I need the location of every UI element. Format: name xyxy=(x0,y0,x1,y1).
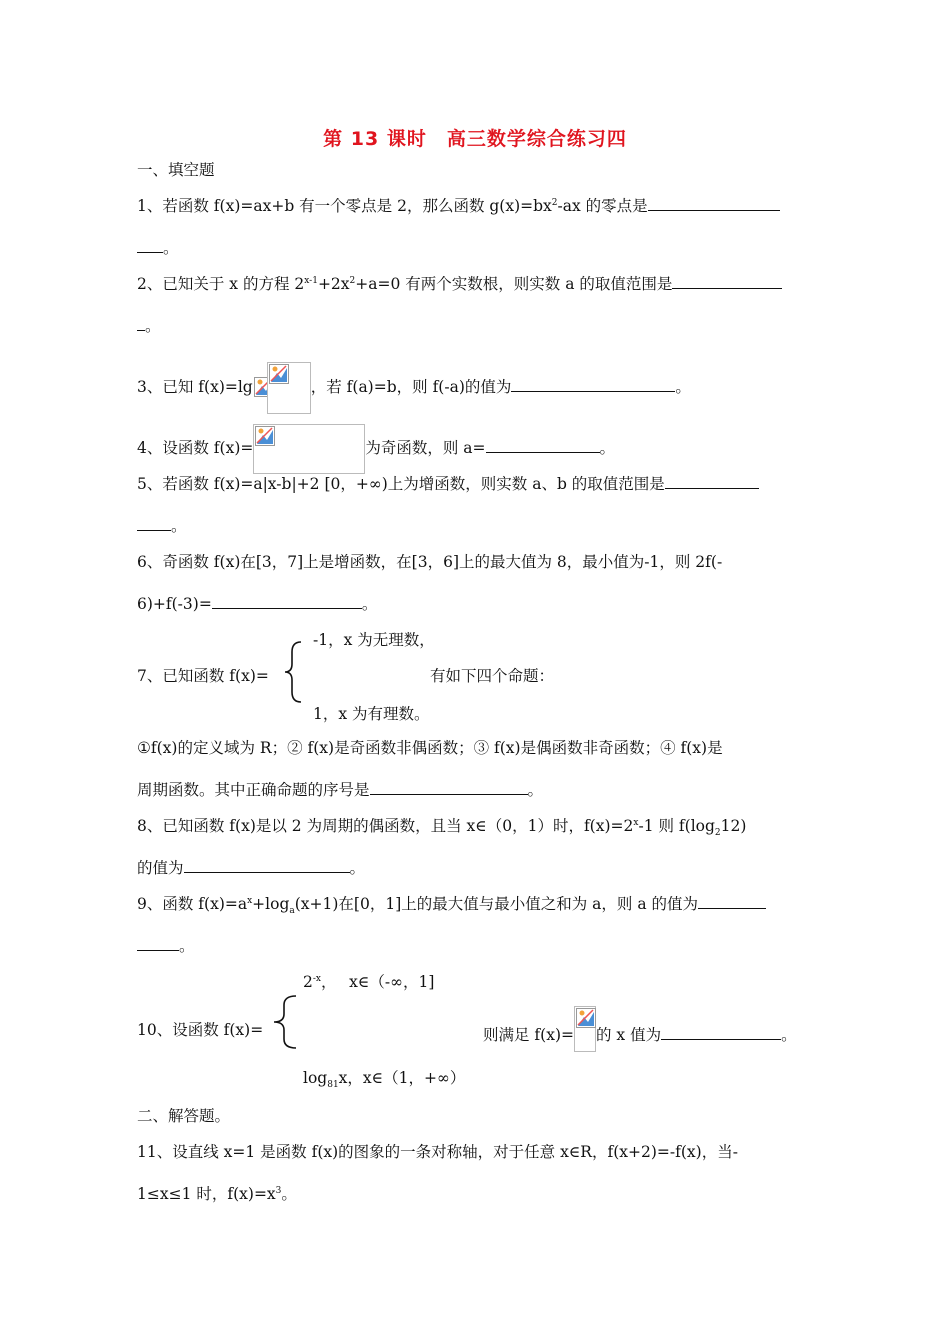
answer-blank-continued[interactable] xyxy=(137,936,179,951)
question-5-line-2: 。 xyxy=(137,516,187,536)
answer-blank[interactable] xyxy=(672,274,782,289)
question-10-tail: 则满足 f(x)= 的 x 值为 。 xyxy=(483,1020,797,1052)
answer-blank[interactable] xyxy=(511,377,675,392)
left-brace-icon xyxy=(283,640,303,704)
question-6-line-2: 6)+f(-3)= 。 xyxy=(137,595,378,613)
answer-blank-continued[interactable] xyxy=(137,516,171,531)
answer-blank[interactable] xyxy=(212,594,362,609)
question-10-lead: 10、设函数 f(x)= xyxy=(137,1021,264,1039)
answer-blank[interactable] xyxy=(665,474,759,489)
answer-blank[interactable] xyxy=(486,438,600,453)
question-5-line-1: 5、若函数 f(x)=a|x-b|+2 [0，+∞)上为增函数，则实数 a、b 的取值范围是 xyxy=(137,474,759,494)
page-title: 第 13 课时 高三数学综合练习四 xyxy=(323,128,627,150)
broken-image-icon xyxy=(269,364,289,384)
answer-blank-continued[interactable] xyxy=(137,238,163,253)
question-11-line-1: 11、设直线 x=1 是函数 f(x)的图象的一条对称轴，对于任意 x∈R，f(x+2)=-f(x)，当- xyxy=(137,1143,738,1161)
question-7-tail: 有如下四个命题： xyxy=(430,667,555,685)
broken-image-icon xyxy=(576,1008,596,1028)
formula-image-placeholder xyxy=(267,362,311,414)
question-3-line: 3、已知 f(x)=lg ，若 f(a)=b，则 f(-a)的值为 。 xyxy=(137,362,691,414)
question-9-line-2: 。 xyxy=(137,936,195,956)
formula-image-placeholder xyxy=(253,424,365,474)
left-brace-icon xyxy=(272,994,298,1050)
section-heading-fill-in: 一、填空题 xyxy=(137,161,215,179)
question-7-line-3: ①f(x)的定义域为 R；② f(x)是奇函数非偶函数；③ f(x)是偶函数非奇函数；④ f(x)是 xyxy=(137,739,723,757)
question-1-line-2: 。 xyxy=(137,238,179,258)
answer-blank[interactable] xyxy=(184,858,350,873)
piecewise-case-2: $\log_{81}x$，x∈（1，+∞） xyxy=(303,1069,466,1091)
answer-blank[interactable] xyxy=(661,1025,781,1040)
question-8-line-2: 的值为 。 xyxy=(137,859,366,877)
question-4-line: 4、设函数 f(x)= 为奇函数，则 a= 。 xyxy=(137,424,615,474)
question-8-line-1: 8、已知函数 f(x)是以 2 为周期的偶函数，且当 x∈（0，1）时，$f(x)=2^x-1$ 则 $f(\log_212)$ xyxy=(137,817,747,839)
piecewise-case-1: $2^{-x}$， x∈（-∞，1] xyxy=(303,973,435,991)
question-11-line-2: 1≤x≤1 时，$f(x)=x^3$。 xyxy=(137,1185,297,1203)
section-heading-answer: 二、解答题。 xyxy=(137,1107,231,1125)
question-1-line-1: 1、若函数 f(x)=ax+b 有一个零点是 2，那么函数 $g(x)=bx^2-ax$ 的零点是 xyxy=(137,196,780,216)
question-2-line-1: 2、已知关于 x 的方程 $2^{x-1}+2x^2+a=0$ 有两个实数根，则实数 a 的取值范围是 xyxy=(137,274,782,294)
formula-image-placeholder xyxy=(574,1006,596,1052)
answer-blank[interactable] xyxy=(698,894,766,909)
question-7-lead: 7、已知函数 f(x)= xyxy=(137,667,269,685)
question-6-line-1: 6、奇函数 f(x)在[3，7]上是增函数，在[3，6]上的最大值为 8，最小值为-1，则 2f(- xyxy=(137,553,723,571)
answer-blank[interactable] xyxy=(648,196,780,211)
piecewise-case-2: 1，x 为有理数。 xyxy=(313,705,430,723)
piecewise-case-1: -1，x 为无理数， xyxy=(313,631,435,649)
answer-blank-continued[interactable] xyxy=(137,316,145,331)
question-7-line-4: 周期函数。其中正确命题的序号是 。 xyxy=(137,781,544,799)
answer-blank[interactable] xyxy=(370,780,528,795)
question-2-line-2: 。 xyxy=(137,316,161,336)
question-9-line-1: 9、函数 $f(x)=a^x+\log_a(x+1)$在[0，1]上的最大值与最小值之和为 a，则 a 的值为 xyxy=(137,894,766,914)
broken-image-icon xyxy=(255,426,275,446)
